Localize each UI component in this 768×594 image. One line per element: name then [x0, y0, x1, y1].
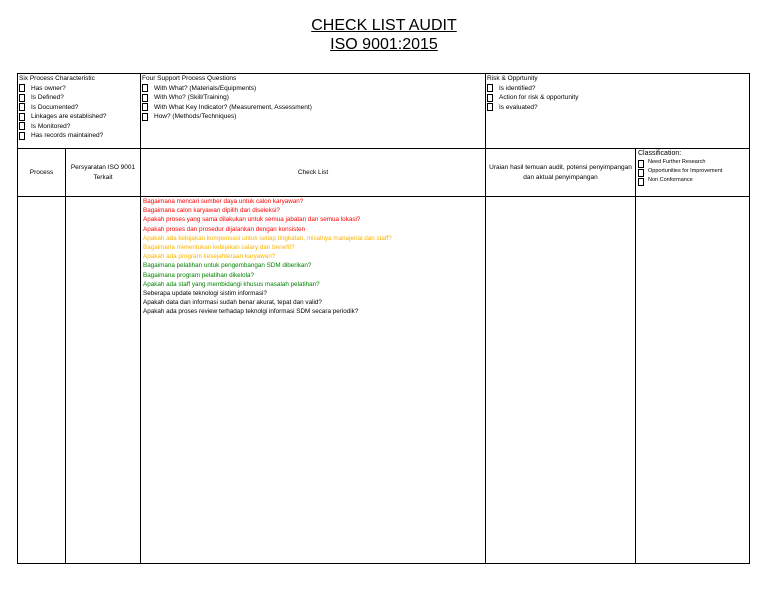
- classification-label: Opportunities for Improvement: [648, 167, 723, 174]
- classification-value-cell: [636, 197, 750, 564]
- checkbox-icon[interactable]: [142, 103, 148, 111]
- checklist-question: Bagaimana program pelatihan dikelola?: [143, 271, 254, 279]
- four-support-label: With Who? (Skill/Training): [154, 94, 229, 101]
- six-process-item: [18, 84, 140, 94]
- risk-list: [486, 84, 749, 113]
- checkbox-icon[interactable]: [142, 84, 148, 92]
- checkbox-icon[interactable]: [487, 94, 493, 102]
- checkbox-icon[interactable]: [487, 84, 493, 92]
- six-process-cell: [18, 74, 141, 149]
- checklist-cell: [141, 197, 486, 564]
- document-subtitle: ISO 9001:2015: [330, 36, 438, 53]
- classification-list: [636, 159, 749, 186]
- risk-label: Action for risk & opportunity: [499, 94, 579, 101]
- checklist-question: Apakah proses dan prosedur dijalankan dengan konsisten: [143, 225, 306, 233]
- classification-item: [636, 177, 749, 186]
- checklist-question: Seberapa update teknologi sistim informasi?: [143, 290, 267, 298]
- checklist-question: Bagaimana calon karyawan dipilih dan diseleksi?: [143, 207, 280, 215]
- four-support-item: [141, 103, 485, 113]
- six-process-label: Linkages are established?: [31, 113, 107, 120]
- four-support-item: [141, 93, 485, 103]
- six-process-item: [18, 112, 140, 122]
- four-support-label: With What? (Materials/Equipments): [154, 84, 257, 92]
- persyaratan-cell: [66, 197, 141, 564]
- six-process-label: Has records maintained?: [31, 132, 104, 139]
- four-support-item: [141, 112, 485, 122]
- question-list: [141, 197, 485, 317]
- checklist-question: Apakah ada proses review terhadap teknolgi informasi SDM secara periodik?: [143, 308, 359, 316]
- checklist-question: Apakah proses yang sama dilakukan untuk semua jabatan dan semua lokasi?: [143, 216, 361, 224]
- classification-heading: Classification:: [638, 150, 682, 157]
- persyaratan-header: Persyaratan ISO 9001 Terkait: [66, 149, 141, 197]
- uraian-cell: [486, 197, 636, 564]
- checklist-question: Bagaimana pelatihan untuk pengembangan SDM diberikan?: [143, 262, 312, 270]
- checkbox-icon[interactable]: [142, 113, 148, 121]
- classification-label: Need Further Research: [648, 158, 706, 165]
- checklist-question: Apakah data dan informasi sudah benar akurat, tepat dan valid?: [143, 299, 322, 307]
- six-process-item: [18, 93, 140, 103]
- checklist-question: Apakah ada kebijakan kompensasi untuk setiap tingkatan, misalnya manajerial dan staff?: [143, 234, 392, 242]
- six-process-label: Is Defined?: [31, 94, 64, 101]
- four-support-cell: [141, 74, 486, 149]
- uraian-header: Uraian hasil temuan audit, potensi penyimpangan dan aktual penyimpangan: [486, 149, 636, 197]
- six-process-heading: Six Process Characteristic: [19, 75, 95, 82]
- six-process-list: [18, 84, 140, 141]
- six-process-label: Has owner?: [31, 84, 66, 92]
- checkbox-icon[interactable]: [19, 122, 25, 130]
- risk-cell: [486, 74, 750, 149]
- four-support-list: [141, 84, 485, 122]
- content-row: [18, 197, 750, 564]
- checkbox-icon[interactable]: [638, 160, 644, 168]
- risk-label: Is evaluated?: [499, 103, 538, 111]
- classification-item: [636, 168, 749, 177]
- risk-item: [486, 103, 749, 113]
- six-process-item: [18, 122, 140, 132]
- risk-label: Is identified?: [499, 84, 536, 92]
- six-process-label: Is Documented?: [31, 103, 79, 111]
- process-cell: [18, 197, 66, 564]
- checkbox-icon[interactable]: [19, 84, 25, 92]
- column-header-row: [18, 149, 750, 197]
- checkbox-icon[interactable]: [19, 132, 25, 140]
- checklist-question: Apakah ada program kesejahteraan karyawan?: [143, 253, 276, 261]
- six-process-item: [18, 131, 140, 141]
- checkbox-icon[interactable]: [19, 113, 25, 121]
- audit-checklist-table: [17, 73, 750, 564]
- risk-item: [486, 84, 749, 94]
- four-support-heading: Four Support Process Questions: [142, 75, 237, 82]
- six-process-label: Is Monitored?: [31, 122, 71, 130]
- checklist-question: Bagaimana menentukan kebijakan salary dan benefit?: [143, 244, 295, 252]
- document-title: CHECK LIST AUDIT: [311, 17, 457, 34]
- checklist-question: Bagaimana mencari sumber daya untuk calon karyawan?: [143, 198, 304, 205]
- four-support-label: With What Key Indicator? (Measurement, Assessment): [154, 103, 312, 111]
- four-support-item: [141, 84, 485, 94]
- six-process-item: [18, 103, 140, 113]
- process-header: Process: [18, 149, 66, 197]
- checkbox-icon[interactable]: [638, 178, 644, 186]
- criteria-row: [18, 74, 750, 149]
- checkbox-icon[interactable]: [487, 103, 493, 111]
- checklist-question: Apakah ada staff yang membidangi khusus masalah pelatihan?: [143, 280, 320, 288]
- checklist-header: Check List: [141, 149, 486, 197]
- risk-item: [486, 93, 749, 103]
- four-support-label: How? (Methods/Techniques): [154, 113, 237, 120]
- checkbox-icon[interactable]: [142, 94, 148, 102]
- classification-cell: [636, 149, 750, 197]
- checkbox-icon[interactable]: [638, 169, 644, 177]
- checkbox-icon[interactable]: [19, 94, 25, 102]
- risk-heading: Risk & Opprtunity: [487, 75, 538, 82]
- classification-item: [636, 159, 749, 168]
- classification-label: Non Conformance: [648, 176, 693, 183]
- checkbox-icon[interactable]: [19, 103, 25, 111]
